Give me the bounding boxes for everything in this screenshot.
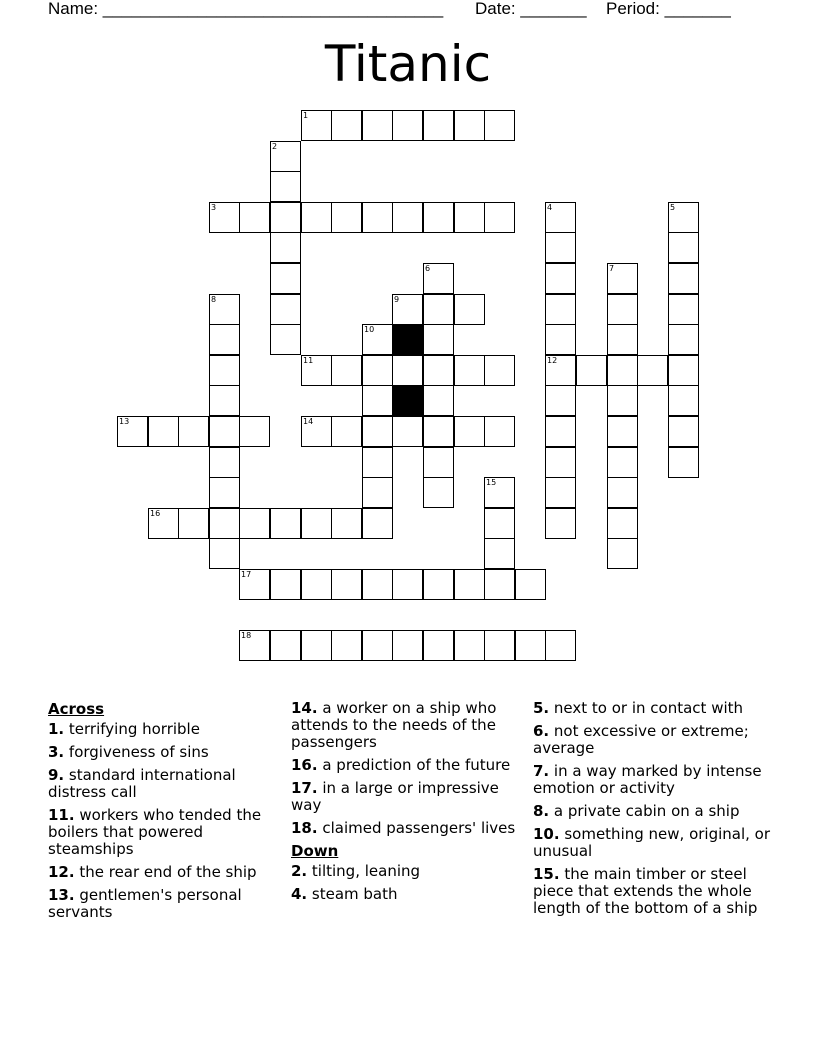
grid-cell[interactable]	[362, 324, 393, 355]
grid-cell[interactable]	[484, 202, 515, 233]
clue-number: 17	[241, 570, 252, 579]
grid-cell[interactable]	[545, 355, 576, 386]
grid-cell[interactable]	[668, 416, 699, 447]
clue-item	[291, 780, 523, 814]
grid-cell[interactable]	[607, 508, 638, 539]
grid-cell[interactable]	[607, 538, 638, 569]
clue-number-label: 11.	[48, 806, 75, 824]
clue-number: 12	[547, 356, 558, 365]
clue-text: gentlemen's personal servants	[48, 886, 242, 921]
grid-cell[interactable]	[239, 416, 270, 447]
clue-number-label: 1.	[48, 720, 65, 738]
grid-cell[interactable]	[392, 630, 423, 661]
grid-cell[interactable]	[668, 232, 699, 263]
grid-cell[interactable]	[331, 202, 362, 233]
grid-cell[interactable]	[209, 202, 240, 233]
grid-cell[interactable]	[607, 263, 638, 294]
grid-cell[interactable]	[545, 416, 576, 447]
grid-cell[interactable]	[178, 508, 209, 539]
grid-cell[interactable]	[576, 355, 607, 386]
grid-cell[interactable]	[270, 263, 301, 294]
clue-text: in a way marked by intense emotion or activity	[533, 762, 762, 797]
grid-cell[interactable]	[545, 232, 576, 263]
clue-number-label: 17.	[291, 779, 318, 797]
clue-item	[48, 721, 280, 738]
grid-cell[interactable]	[239, 630, 270, 661]
grid-cell[interactable]	[545, 385, 576, 416]
grid-cell[interactable]	[454, 294, 485, 325]
clue-item	[533, 763, 773, 797]
grid-cell[interactable]	[362, 416, 393, 447]
clue-item	[533, 723, 773, 757]
grid-cell[interactable]	[209, 416, 240, 447]
across-heading: Across	[48, 700, 105, 718]
clue-text: forgiveness of sins	[64, 743, 209, 761]
clue-number: 16	[150, 509, 161, 518]
grid-cell[interactable]	[607, 416, 638, 447]
grid-cell[interactable]	[545, 630, 576, 661]
clue-number: 3	[211, 203, 217, 212]
grid-cell[interactable]	[545, 477, 576, 508]
clue-text: a prediction of the future	[317, 756, 511, 774]
grid-cell[interactable]	[545, 294, 576, 325]
clue-number: 10	[364, 325, 375, 334]
grid-cell[interactable]	[423, 569, 454, 600]
clue-number-label: 5.	[533, 699, 550, 717]
grid-cell[interactable]	[270, 232, 301, 263]
clue-text: a private cabin on a ship	[549, 802, 740, 820]
grid-cell[interactable]	[270, 294, 301, 325]
grid-cell[interactable]	[362, 385, 393, 416]
grid-cell[interactable]	[362, 355, 393, 386]
grid-cell[interactable]	[331, 110, 362, 141]
grid-cell[interactable]	[148, 508, 179, 539]
name-field[interactable]: Name: ____________________________________	[48, 0, 444, 18]
clue-number-label: 6.	[533, 722, 550, 740]
grid-cell[interactable]	[484, 538, 515, 569]
grid-cell[interactable]	[545, 447, 576, 478]
clue-text: tilting, leaning	[307, 862, 421, 880]
grid-cell[interactable]	[484, 508, 515, 539]
clue-item	[533, 866, 773, 917]
down-heading: Down	[291, 842, 339, 860]
grid-cell[interactable]	[668, 447, 699, 478]
clue-number-label: 13.	[48, 886, 75, 904]
clue-item	[291, 886, 523, 903]
clue-number-label: 15.	[533, 865, 560, 883]
grid-cell[interactable]	[545, 324, 576, 355]
grid-cell[interactable]	[423, 263, 454, 294]
grid-cell[interactable]	[637, 355, 668, 386]
grid-cell[interactable]	[484, 355, 515, 386]
grid-cell[interactable]	[668, 202, 699, 233]
grid-cell[interactable]	[301, 202, 332, 233]
clue-text: not excessive or extreme; average	[533, 722, 749, 757]
grid-cell[interactable]	[515, 630, 546, 661]
grid-cell[interactable]	[545, 202, 576, 233]
grid-cell[interactable]	[392, 294, 423, 325]
grid-cell[interactable]	[270, 508, 301, 539]
grid-cell[interactable]	[209, 538, 240, 569]
clue-item	[533, 803, 773, 820]
clue-number-label: 12.	[48, 863, 75, 881]
grid-cell[interactable]	[668, 385, 699, 416]
clue-number: 18	[241, 631, 252, 640]
grid-cell[interactable]	[454, 569, 485, 600]
grid-cell[interactable]	[454, 416, 485, 447]
grid-cell[interactable]	[392, 202, 423, 233]
grid-cell[interactable]	[270, 141, 301, 172]
grid-cell[interactable]	[454, 202, 485, 233]
grid-cell[interactable]	[423, 630, 454, 661]
clue-item	[291, 820, 523, 837]
grid-cell[interactable]	[423, 355, 454, 386]
grid-cell[interactable]	[362, 447, 393, 478]
grid-cell[interactable]	[668, 294, 699, 325]
grid-cell[interactable]	[668, 324, 699, 355]
grid-cell[interactable]	[331, 355, 362, 386]
clue-number: 6	[425, 264, 431, 273]
clue-number-label: 14.	[291, 699, 318, 717]
grid-cell[interactable]	[178, 416, 209, 447]
clue-text: something new, original, or unusual	[533, 825, 771, 860]
grid-cell[interactable]	[117, 416, 148, 447]
grid-cell[interactable]	[607, 355, 638, 386]
grid-cell[interactable]	[209, 447, 240, 478]
clues-column-1	[48, 700, 280, 927]
grid-cell[interactable]	[423, 416, 454, 447]
grid-cell[interactable]	[209, 385, 240, 416]
grid-cell[interactable]	[362, 569, 393, 600]
grid-cell[interactable]	[484, 110, 515, 141]
grid-cell[interactable]	[423, 110, 454, 141]
clue-number: 8	[211, 295, 217, 304]
grid-cell[interactable]	[423, 385, 454, 416]
clue-text: the rear end of the ship	[74, 863, 257, 881]
grid-cell[interactable]	[209, 324, 240, 355]
grid-cell[interactable]	[301, 416, 332, 447]
grid-cell[interactable]	[607, 385, 638, 416]
clue-number-label: 3.	[48, 743, 65, 761]
grid-cell[interactable]	[301, 110, 332, 141]
clue-number: 9	[394, 295, 400, 304]
clue-number: 4	[547, 203, 553, 212]
period-field[interactable]: Period: _______	[606, 0, 731, 18]
clue-item	[48, 887, 280, 921]
grid-cell[interactable]	[270, 324, 301, 355]
grid-cell[interactable]	[209, 294, 240, 325]
clues-column-2	[291, 700, 523, 909]
clue-number: 11	[303, 356, 314, 365]
clue-item	[48, 864, 280, 881]
clue-number: 13	[119, 417, 130, 426]
grid-cell[interactable]	[545, 263, 576, 294]
grid-cell[interactable]	[209, 355, 240, 386]
clue-number: 7	[609, 264, 615, 273]
clue-text: standard international distress call	[48, 766, 236, 801]
clue-number-label: 7.	[533, 762, 550, 780]
grid-cell[interactable]	[362, 508, 393, 539]
clue-item	[533, 826, 773, 860]
clue-item	[291, 757, 523, 774]
clue-item	[533, 700, 773, 717]
down-clue-list-continued	[533, 700, 773, 917]
grid-cell[interactable]	[301, 355, 332, 386]
grid-cell[interactable]	[484, 416, 515, 447]
grid-cell[interactable]	[607, 447, 638, 478]
grid-cell[interactable]	[668, 263, 699, 294]
clue-number: 15	[486, 478, 497, 487]
clue-number: 5	[670, 203, 676, 212]
clue-text: workers who tended the boilers that powered steamships	[48, 806, 262, 858]
clue-text: a worker on a ship who attends to the needs of the passengers	[291, 699, 497, 751]
grid-cell[interactable]	[331, 416, 362, 447]
grid-cell[interactable]	[607, 324, 638, 355]
grid-cell[interactable]	[209, 477, 240, 508]
grid-cell[interactable]	[515, 569, 546, 600]
clues-column-3	[533, 700, 773, 923]
grid-cell[interactable]	[392, 110, 423, 141]
grid-cell[interactable]	[484, 569, 515, 600]
grid-cell[interactable]	[484, 630, 515, 661]
clue-number-label: 9.	[48, 766, 65, 784]
grid-cell[interactable]	[209, 508, 240, 539]
grid-block	[392, 324, 423, 355]
grid-cell[interactable]	[545, 508, 576, 539]
grid-cell[interactable]	[270, 569, 301, 600]
page-title: Titanic	[324, 35, 492, 93]
grid-cell[interactable]	[301, 569, 332, 600]
clue-number-label: 2.	[291, 862, 308, 880]
clue-item	[291, 700, 523, 751]
clue-number-label: 8.	[533, 802, 550, 820]
grid-cell[interactable]	[454, 110, 485, 141]
clue-item	[291, 863, 523, 880]
grid-cell[interactable]	[484, 477, 515, 508]
across-clue-list-continued	[291, 700, 523, 837]
grid-cell[interactable]	[454, 630, 485, 661]
clue-text: terrifying horrible	[64, 720, 200, 738]
grid-cell[interactable]	[423, 202, 454, 233]
clue-text: steam bath	[307, 885, 398, 903]
grid-cell[interactable]	[331, 569, 362, 600]
grid-cell[interactable]	[270, 171, 301, 202]
grid-cell[interactable]	[331, 508, 362, 539]
grid-cell[interactable]	[362, 630, 393, 661]
grid-cell[interactable]	[423, 324, 454, 355]
clue-text: the main timber or steel piece that extends the whole length of the bottom of a ship	[533, 865, 758, 917]
grid-cell[interactable]	[668, 355, 699, 386]
grid-cell[interactable]	[331, 630, 362, 661]
clue-number: 1	[303, 111, 309, 120]
grid-cell[interactable]	[148, 416, 179, 447]
clue-text: next to or in contact with	[549, 699, 744, 717]
grid-cell[interactable]	[239, 569, 270, 600]
clue-item	[48, 767, 280, 801]
date-field[interactable]: Date: _______	[475, 0, 587, 18]
clue-number: 2	[272, 142, 278, 151]
clue-item	[48, 807, 280, 858]
grid-cell[interactable]	[423, 477, 454, 508]
clue-number-label: 4.	[291, 885, 308, 903]
grid-cell[interactable]	[362, 202, 393, 233]
grid-block	[392, 385, 423, 416]
clue-item	[48, 744, 280, 761]
clue-number-label: 10.	[533, 825, 560, 843]
grid-cell[interactable]	[301, 630, 332, 661]
grid-cell[interactable]	[607, 477, 638, 508]
clue-number: 14	[303, 417, 314, 426]
grid-cell[interactable]	[423, 447, 454, 478]
grid-cell[interactable]	[270, 630, 301, 661]
grid-cell[interactable]	[423, 294, 454, 325]
clue-number-label: 16.	[291, 756, 318, 774]
grid-cell[interactable]	[392, 416, 423, 447]
grid-cell[interactable]	[270, 202, 301, 233]
clue-number-label: 18.	[291, 819, 318, 837]
grid-cell[interactable]	[607, 294, 638, 325]
grid-cell[interactable]	[362, 110, 393, 141]
grid-cell[interactable]	[392, 355, 423, 386]
clue-text: in a large or impressive way	[291, 779, 499, 814]
grid-cell[interactable]	[301, 508, 332, 539]
grid-cell[interactable]	[454, 355, 485, 386]
grid-cell[interactable]	[239, 508, 270, 539]
grid-cell[interactable]	[362, 477, 393, 508]
across-clue-list	[48, 721, 280, 921]
grid-cell[interactable]	[392, 569, 423, 600]
grid-cell[interactable]	[239, 202, 270, 233]
down-clue-list	[291, 863, 523, 903]
clue-text: claimed passengers' lives	[317, 819, 516, 837]
